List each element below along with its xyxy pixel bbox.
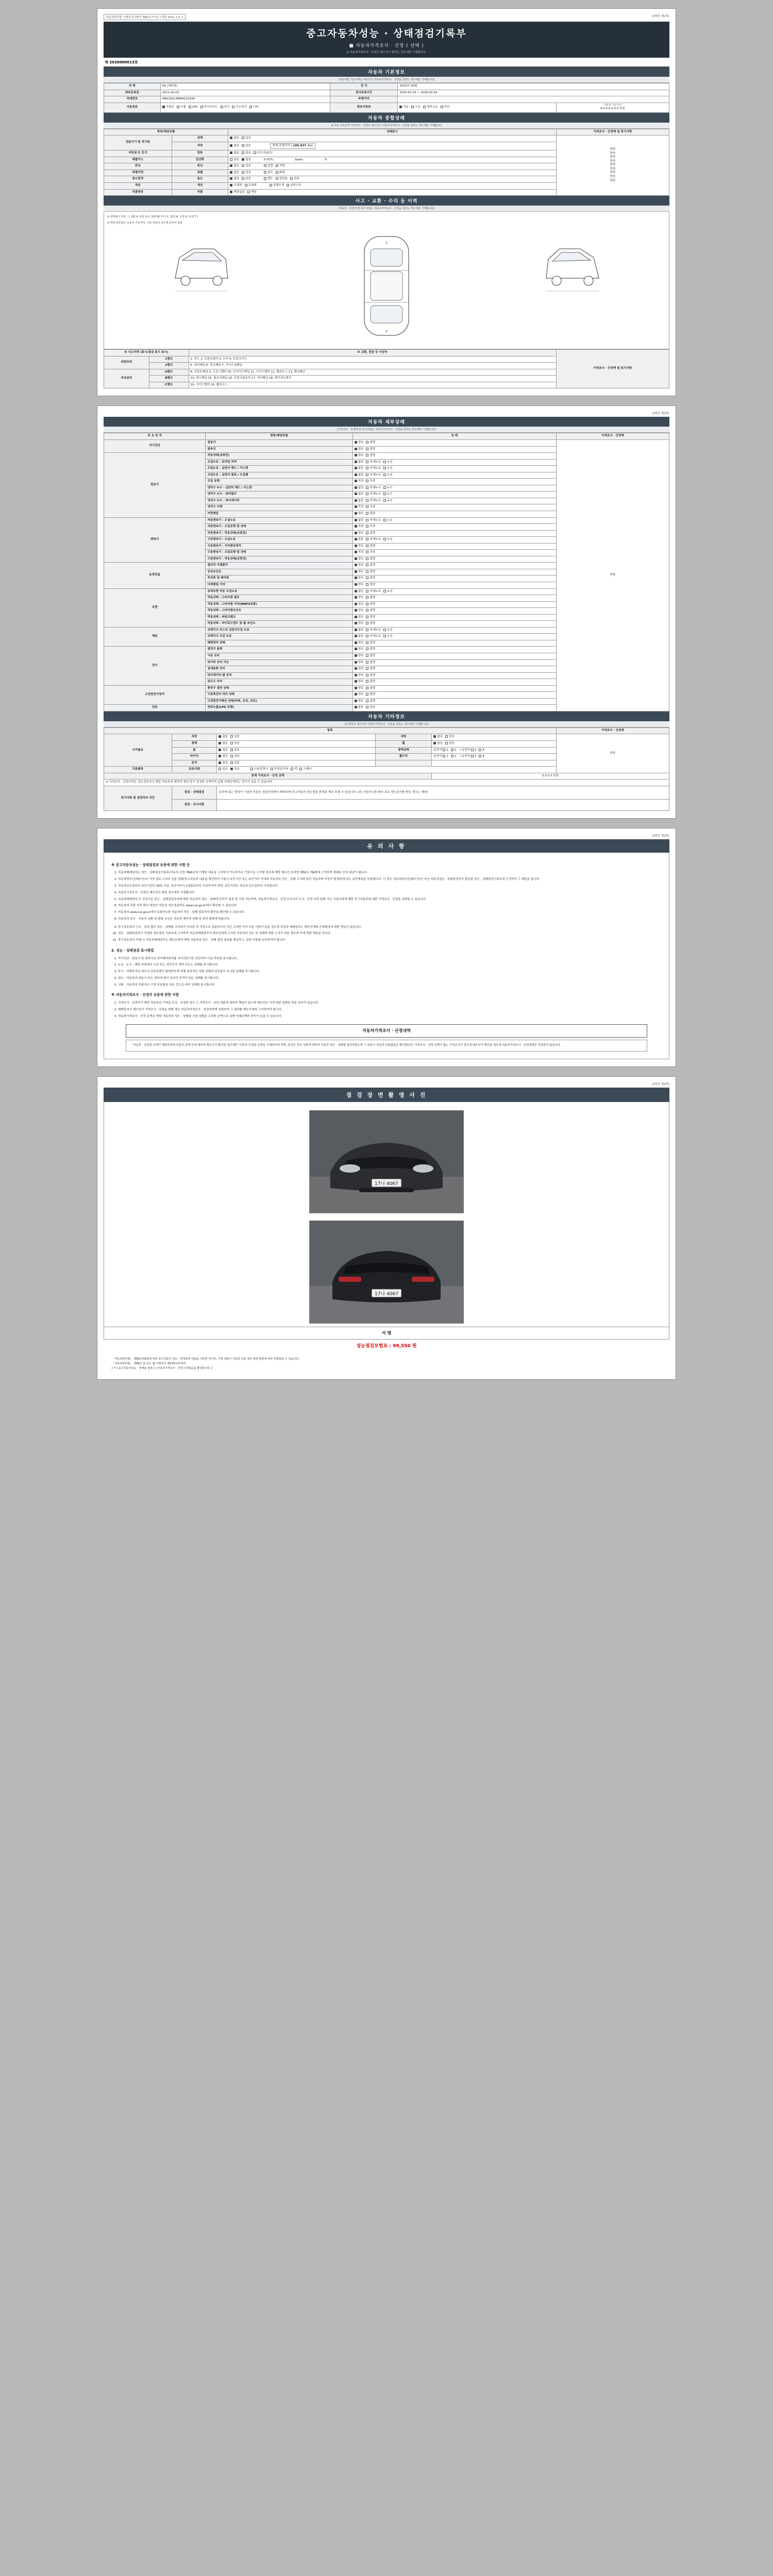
detail-item-state[interactable]: 양호 불량 [352,543,556,550]
table-row [104,83,669,90]
detail-section-header: 자동차 세부상태 [104,417,669,427]
overall-price-col: 만원 만원 만원 만원 만원 만원 만원 만원 만원 [556,135,669,196]
page-3 [97,828,676,1067]
detail-item-state[interactable]: 없음 미세누수 누수 [352,485,556,492]
detail-item-label: 브레이크 오일 누유 [206,634,352,640]
detail-item-label: 동력조향 작동 오일누유 [206,588,352,595]
basic-label-regdate: 최초등록일 [104,90,161,96]
overall-state-table [104,129,669,196]
accident-cross-label: ※ 사고이력 (표시/점검 표시 표시) [104,350,189,357]
page-2 [97,405,676,818]
declaration-body: 「자동차 · 산정한 금액이 해당부위에 부분의 금액 등에 대하여 매수인이 확인한 경우에만 기재 및 산정한 금액을 기재하여야 하며, 본인은 상기 사항에 대하여 자동차 성능 · 상태를 점검하였으며 그 내용이 사실과 다름없음을 확인합니다. 가격조사 · 산정 금액이 없는 가격조사의 경우에 매수인이 확인한 경우에 자동차가격조사 · 산정내역은 작성하지 않습니다. [126,1040,647,1052]
table-header-row [104,727,669,734]
other-group-basic: 기본품목 [104,767,172,773]
detail-group-4: 조향 [104,588,206,627]
detail-col-item: 항목/해당부품 [206,433,352,440]
other-state-wheel[interactable]: 없음 있음 [432,741,556,748]
detail-item-label: 작동상태 - 스티어링 펌프 [206,595,352,602]
page-index: (3쪽중 제1쪽) [651,15,669,18]
notice-list-item: 1. 자동차매매업자는 성능 · 상태점검기록부(자동차 산정 제68조에 기재한 내용을 고지하지 아니하거나 거짓으로 고지할 경우에 해당 매수인 관리법 제58조 제4항에 근거하여 과태료 등의 대상이 됩니다. [118,871,662,876]
other-label-wheel-repair: 휠수리 [375,754,432,760]
other-state-blank [432,760,556,767]
page-4 [97,1076,676,1380]
other-state-holding[interactable]: 없음 있음 사용설명서 안전삼각대 잭 스패너 [217,767,556,773]
detail-item-label: 실내송풍 모터 [206,666,352,673]
detail-group-7: 고전원전기장치 [104,685,206,705]
detail-group-0: 자기진단 [104,439,206,452]
other-info-table [104,727,669,811]
photo-section-body [104,1102,669,1327]
notice-list-item: 6. 자동차의 리콜 여부 확인 대상인 자동차 성능점검자로 www.car.go.kr에서 확인할 수 있습니다. [118,904,662,909]
notice-list-item: 2. 누유 · 누수 : 해당 부위에서 오일 또는 냉각수가 새어 나오는 상태를 표시합니다. [118,963,662,968]
other-label-glass: 유리 [172,760,217,767]
other-state-room[interactable]: 없음 있음 [217,747,375,754]
accident-parts-2: 8. 프론트패널 9. 크로스멤버 10. 인사이드패널 11. 사이드멤버 12. 휠하우스 13. 필러패널 [189,369,556,376]
overall-state-7[interactable]: 무채색 유채색 전체도색 1면도색 [228,183,556,190]
basic-label-fuel: 사용연료 [104,103,161,112]
detail-item-label: 냉각수 수량 [206,504,352,511]
table-row [104,103,669,112]
detail-item-label: 냉각수 누수 - 실린더 헤드 / 가스켓 [206,485,352,492]
detail-col-major: 주 요 장 치 [104,433,206,440]
overall-sub-0: 상태 [172,135,228,142]
detail-item-label: 작동상태 - 스티어링조인트 [206,608,352,615]
overall-sub-6: 용도 [172,176,228,183]
overall-section-note: ※ 주요 주요골격 가격조사 · 산정은 매수인이 자동차가격조사 · 산정을 원하는 경우에만 기재합니다 [104,123,669,129]
detail-item-label: 수동변속기 - 오일유량 및 상태 [206,550,352,556]
notice-heading-2: 2. 성능 · 상태점검 표시방법 [111,948,154,953]
accident-section-note: (자동차 · 산정액 및 특기사항은 자동차가격조사 · 산정을 원하는 경우에만 기재합니다) [104,206,669,212]
other-state-polish[interactable]: 없음 있음 [217,741,375,748]
table-row [104,799,669,810]
notice-list-item: 3. 자동차인도일부터 보증기간이 30일 이상, 보증거리가 2천킬로미터 이상이어야 하며, 보증기간은 자동차 인도일부터 기산합니다. [118,884,662,889]
basic-transmission-options[interactable]: 자동 수동 세미오토 무단 [398,103,556,112]
detail-item-state[interactable]: 양호 불량 [352,653,556,660]
table-header-row [104,433,669,440]
detail-item-label: 구동축전지 격리 상태 [206,692,352,699]
document-number: 제 2026000013호 [104,58,669,67]
detail-item-label: 수동변속기 - 오일누유 [206,537,352,544]
detail-item-state[interactable]: 없음 미세누유 누유 [352,472,556,479]
detail-item-label: 커먼레일 [206,511,352,517]
detail-item-label: 충전구 절연 상태 [206,685,352,692]
notice-title: 유 의 사 항 [104,839,669,853]
table-row [104,90,669,96]
footer-line-1: 「자동차관리법」 제58조제1항에 따라 중고자동차 성능 · 상태점검 내용을 기록한 것이며, 기재 내용이 사실과 다를 경우 관련 법령에 따라 처벌받을 수 있습니다. [112,1358,299,1361]
detail-item-label: 수동변속기 - 기어변속장치 [206,543,352,550]
accident-price-label: 가격조사 · 산정액 및 특기사항 [556,350,669,388]
detail-item-state[interactable]: 양호 불량 [352,530,556,537]
detail-item-label: 냉각수 누수 - 라디에이터 [206,498,352,504]
accident-notice-label: ※ 교환, 판금 등 이상부 [189,350,556,357]
detail-item-label: 라디에이터 팬 모터 [206,672,352,679]
detail-item-state[interactable]: 적정 부족 [352,550,556,556]
accident-rank-1: 2랭크 [149,363,189,369]
rear-plate-text: 17나 4067 [375,1292,398,1297]
overall-state-8[interactable]: 해당없음 해당 [228,189,556,196]
overall-sub-7: 색상 [172,183,228,190]
basic-label-carname: 차 명 [104,83,161,90]
detail-group-3: 동력전달 [104,563,206,588]
notice-list-item: 3. 부식 : 차량부식의 정도가 금속표면이 화학반응에 의해 점차적인 산화 상태의 일부분이 부식된 상태를 표시합니다. [118,970,662,975]
accident-group-1: 주요골격 [104,369,149,388]
overall-col-state: 상태표시 [228,129,556,135]
other-state-wheel-repair[interactable]: 운전석 1 2 / 동반석 3 4 [432,754,556,760]
detail-item-state[interactable]: 양호 불량 [352,640,556,647]
table-header-row [104,129,669,135]
detail-group-8: 연료 [104,705,206,711]
notice-list-item: 4. 자동차가격조사 · 산정은 매수인이 원한 경우에만 기재합니다. [118,891,662,896]
other-section-header: 자동차 기타정보 [104,711,669,721]
detail-item-label: 수동변속기 - 작동상태(공회전) [206,556,352,563]
detail-item-label: 작동상태 - 파워크랭크 [206,614,352,621]
accident-parts-0: 1. 후드 2. 프론트펜더 3. 도어 4. 트렁크리드 [189,356,556,363]
car-diagram-left-side [170,229,232,307]
detail-col-state: 상 태 [352,433,556,440]
detail-item-state[interactable]: 양호 불량 [352,672,556,679]
basic-label-transmission: 변속기종류 [330,103,398,112]
other-opinion-label: 특기사항 및 점검자의 의견 [104,786,172,810]
detail-item-state[interactable]: 없음 있음 [352,705,556,711]
basic-info-table [104,83,669,113]
other-opinion-sign-area[interactable] [217,799,669,810]
notice-heading-3: ※ 자동차가격조사 · 산정자 보증에 관한 사항 [111,993,179,997]
other-state-glass[interactable]: 없음 있음 [217,760,375,767]
photo-rear [309,1221,464,1324]
basic-label-inspection: 검사유효기간 [330,90,398,96]
overall-item-6: 용도변경 [104,176,172,183]
accident-parts-4: 19. 사이드멤버 20. 휠하우스 [189,382,556,388]
notice-list-item: 5. 교환 : 자동차의 부품이나 구성 부분품을 다른 것으로 바꾼 상태를 표시합니다. [118,983,662,988]
inspection-fee: 성능점검보험료 : 99,550 원 [356,1344,417,1349]
detail-item-state[interactable]: 양호 불량 [352,563,556,569]
detail-item-state[interactable]: 없음 미세누유 누유 [352,627,556,634]
signature-row[interactable]: 서 명 [104,1327,669,1340]
detail-item-state[interactable]: 양호 불량 [352,685,556,692]
detail-item-state[interactable]: 양호 불량 [352,575,556,582]
photo-front [309,1110,464,1213]
overall-state-2[interactable]: 없음 있음 미고지(0건) [228,150,556,157]
form-code: 자동차관리법 시행규칙 [별지 제82호서식] <개정 2021.1.5.> [104,14,186,20]
declaration-title: 자동차가격조사 · 산정내역 [126,1024,647,1038]
other-col-price: 가격조사 · 산정액 [556,727,669,734]
detail-item-state[interactable]: 양호 불량 [352,608,556,615]
basic-value-regdate: 2021-02-03 [160,90,330,96]
detail-item-label: 등속조인트 [206,569,352,575]
basic-label-mileage: 주행거리 [330,96,398,103]
detail-item-state[interactable]: 양호 불량 [352,511,556,517]
basic-standard-price: 자동차 기준가격 0 0 0 0 0 0 0 만원 [556,103,669,112]
accident-rank-3: B랭크 [149,376,189,382]
notice-list-3 [111,957,662,988]
detail-item-label: 클러치 어셈블리 [206,563,352,569]
detail-item-state[interactable]: 없음 미세누유 누유 [352,459,556,466]
overall-item-5: 특별이력 [104,170,172,176]
overall-state-3[interactable]: 있음 없음 0.02%, 1ppm, % [228,157,556,163]
detail-item-state[interactable]: 적정 부족 [352,479,556,485]
detail-item-label: 추진축 및 베어링 [206,575,352,582]
accident-section-header: 사고 · 교환 · 수리 등 이력 [104,196,669,206]
front-plate-text: 17나 4067 [375,1181,398,1187]
notice-list-4 [111,1001,662,1019]
notice-heading-1: ※ 중고자동차성능 · 상태점검과 보증에 관한 사항 등 [111,862,190,867]
basic-value-carname: K5 (세퍼샴) [160,83,330,90]
table-row [104,135,669,142]
overall-sub-4: 튜닝 [172,163,228,170]
notice-list-item: 10. 성능 · 상태점검자가 작성한 성능점검 기록부에 근거하여 자동차매매업자가 매수인에게 고지한 자동차의 성능 및 상태에 대한 고지가 다른 경우에 이에 대한 책임을 집니다. [118,931,662,937]
detail-item-label: 변속기 [206,446,352,453]
car-diagrams [107,227,666,346]
detail-item-label: 배력장치 상태 [206,640,352,647]
other-section-note: (※ 항목은 매수인이 자동차가격조사 · 산정을 원하는 경우에만 기재합니다) [104,721,669,727]
detail-item-label: 오일누유 - 실린더 헤드 / 가스켓 [206,466,352,472]
overall-sub-5: 특별 [172,170,228,176]
basic-label-year: 연 식 [330,83,398,90]
detail-price-value: 만원 [556,439,669,711]
detail-item-label: 발전기 출력 [206,647,352,653]
detail-item-state[interactable]: 양호 불량 [352,446,556,453]
notice-list-1 [111,871,662,922]
footer-note [104,1353,669,1372]
other-label-room: 룸 [172,747,217,754]
svg-text:1: 1 [385,241,388,245]
detail-item-state[interactable]: 없음 미세누수 누수 [352,492,556,498]
other-opinion-sign-label: 점검 · 조사사항 [172,799,217,810]
document-title-block [104,22,669,58]
other-label-wheel: 휠 [375,741,432,748]
detail-item-state[interactable]: 양호 불량 [352,679,556,686]
detail-item-label: 오일누유 - 로커암 커버 [206,459,352,466]
detail-item-label: 작동상태 - 스티어링 기어(MDPS포함) [206,601,352,608]
detail-item-state[interactable]: 없음 미세누유 누유 [352,537,556,544]
overall-sub-8: 리콜 [172,189,228,196]
detail-item-label: 자동변속기 - 오일누유 [206,517,352,524]
other-state-interior[interactable]: 없음 있음 [432,734,556,741]
other-total-label: 총계 가격조사 · 산정 금액 [104,773,432,779]
detail-item-label: 원동기 [206,439,352,446]
basic-value-vin: KNA33413BMA115439 [160,96,330,103]
detail-item-label: 오일 유량 [206,479,352,485]
detail-group-2: 변속기 [104,517,206,563]
accident-parts-3: 14. 대시패널 15. 플로어패널 16. 트렁크플로어 17. 리어패널 18. 패키지트레이 [189,376,556,382]
overall-col-item: 항목/해당부품 [104,129,228,135]
detail-group-5: 제동 [104,627,206,647]
table-row [104,779,669,786]
detail-state-table [104,433,669,711]
svg-text:4: 4 [385,330,388,334]
detail-item-state[interactable]: 양호 불량 [352,647,556,653]
accident-legend-1: ※ 상태표시 부호 : ( 교환 X, 판금 또는 용접 W, 부식 C, 흠집 A, 요철 U, 손상 T ) [107,215,198,219]
other-label-exterior: 외장 [172,734,217,741]
overall-item-0: 전용기기 및 적기록 [104,135,172,150]
other-label-holding: 보유사항 [172,767,217,773]
basic-fuel-options[interactable]: 가솔린 디젤 LPG 하이브리드 전기 수소전기 기타 [160,103,330,112]
notice-list-item: 5. 자동차매매업자 등 건강기준 있는 · 상태점검자에게 해당 자동차의 성능 · 상태에 관하여 점검 및 기록 가능하며, 자동차가격조사 · 산정 조사자가 조사 · 산정 이후 판매 가능 사업자에게 해당 중고자동차에 대한 가격조사 · 산정을 의뢰할 수 있습니다. [118,897,662,903]
detail-table-body [104,439,669,711]
accident-rank-0: 1랭크 [149,356,189,363]
notice-list-item: 4. 침수 : 자동차의 원동기 또는 내부에 물이 들어간 흔적이 있는 상태를 표시합니다. [118,976,662,981]
overall-item-3: 배출가스 [104,157,172,163]
notice-list-item: 1. 가격조사 · 산정자가 해당 자동차의 가격을 조사 · 산정한 경우 그 가격조사 · 산정 내용에 대하여 책임이 있으며 매수인은 이에 대한 설명을 받을 권리가 있습니다. [118,1001,662,1006]
other-label-blank [375,760,432,767]
other-label-polish: 광택 [172,741,217,748]
detail-item-label: 브레이크 마스터 실린더오일 누유 [206,627,352,634]
overall-state-6[interactable]: 없음 있음 렌트 영업용 관용 [228,176,556,183]
basic-section-header: 자동차 기본정보 [104,67,669,77]
detail-item-label: 오일누유 - 실린더 블록 / 오일팬 [206,472,352,479]
page3-index: (3쪽중 제3쪽) [651,834,669,838]
detail-item-state[interactable]: 양호 불량 [352,453,556,460]
overall-state-1[interactable]: 없음 있음 현재 주행거리 ( 105,927 )Km [228,142,556,150]
table-row [104,439,669,446]
table-row [104,773,669,779]
detail-item-state[interactable]: 양호 불량 [352,614,556,621]
overall-sub-1: 저당 [172,142,228,150]
basic-section-note: (자동차법 기준가격은 매수인이 자동차가격조사 · 산정을 원하는 경우에만 기재합니다) [104,77,669,83]
detail-item-label: 작동상태(공회전) [206,453,352,460]
accident-group-0: 외판부위 [104,356,149,369]
detail-item-label: 작동상태 - 타이로드엔드 및 볼 조인트 [206,621,352,628]
other-label-interior: 내장 [375,734,432,741]
other-label-polish-state: 광택상태 [375,747,432,754]
detail-item-label: 냉각수 누수 - 워터펌프 [206,492,352,498]
other-total-note: ※ 가격조사 · 산정가격은 성능점검자가 해당 자동차에 대하여 점검 당시 감정한 금액이며 실제 거래금액과는 차이가 있을 수 있습니다. [104,779,669,786]
notice-list-item: 7. 자동차의 www.car.go.kr에서 조회가능한 자동차의 성능 · 상태 점검자의 확인을 확인할 수 있습니다. [118,910,662,916]
detail-item-state[interactable]: 양호 불량 [352,692,556,699]
notice-list-item: 1. 자기진단 : 원동기 및 변속기의 전자제어장치를 자기진단기로 진단하여 이상 여부를 표시합니다. [118,957,662,962]
detail-item-state[interactable]: 없음 미세누유 누유 [352,588,556,595]
car-diagram-top-view [348,229,425,343]
page2-header-line [104,411,669,415]
notice-list-item: 3. 자동차가격조사 · 산정 금액은 해당 자동차의 성능 · 상태와 시장 상황을 고려한 금액으로 실제 거래금액과 차이가 있을 수 있습니다. [118,1014,662,1020]
document-subnote: ※ 자동차가격조사 · 산정은 매수인이 원하는 경우에만 기재합니다. [346,51,427,54]
detail-item-state[interactable]: 양호 불량 [352,666,556,673]
other-state-tire[interactable]: 없음 있음 [217,754,375,760]
detail-item-state[interactable]: 적정 부족 [352,504,556,511]
table-row [104,350,669,357]
detail-item-label: 와이퍼 모터 기능 [206,659,352,666]
accident-diagram-area [104,212,669,349]
overall-state-5[interactable]: 없음 있음 침수 화재 [228,170,556,176]
photo-section-title: 점 검 장 면 촬 영 사 진 [104,1088,669,1102]
detail-item-label: 윈도우 모터 [206,679,352,686]
detail-item-state[interactable]: 양호 불량 [352,659,556,666]
overall-col-price: 가격조사 · 산정액 및 특기사항 [556,129,669,135]
notice-list-2 [111,925,662,943]
overall-sub-2: 압류 [172,150,228,157]
document-subtitle: ■ 자동차가격조사 · 산정 ( 선택 ) [349,43,424,48]
document-title: 중고자동차성능 · 상태점검기록부 [306,28,467,39]
other-state-polish-state[interactable]: 운전석 1 2 / 동반석 3 4 [432,747,556,754]
other-state-exterior[interactable]: 없음 있음 [217,734,375,741]
overall-section-header: 자동차 종합상태 [104,113,669,123]
detail-item-state[interactable]: 양호 불량 [352,595,556,602]
other-opinion-text: 보증에 있는 항목이 기술한 부분은 점검사항에서 제외되며 중고자동차 성능점검 판정표 제공 포함 수 있습니다. (단, 다음의 (중)에서 보유 성능검사를 받은 경우는 제외) [217,786,669,799]
basic-label-vin: 차대번호 [104,96,161,103]
detail-item-label: 시동 모터 [206,653,352,660]
detail-item-state[interactable]: 양호 불량 [352,439,556,446]
notice-list-item: 8. 자동차의 보증 · 자동차 교환 및 환불 조건은 자동차 제작자 상태 및 관련 법령에 따릅니다. [118,917,662,922]
detail-group-1: 원동기 [104,453,206,517]
basic-value-inspection: 2025-02-25 ~ 2026-02-02 [398,90,669,96]
detail-item-label: 연료누출(LPG 포함) [206,705,352,711]
detail-group-6: 전기 [104,647,206,685]
other-group-repair: 수리필요 [104,734,172,767]
basic-value-year: 2015년 09월 [398,83,669,90]
overall-sub-3: 일산화 [172,157,228,163]
page4-header-line [104,1082,669,1086]
basic-value-mileage [398,96,669,103]
detail-item-label: 자동변속기 - 작동상태(공회전) [206,530,352,537]
other-total-value: 0 0 0 0 만원 [432,773,669,779]
detail-item-state[interactable]: 양호 불량 [352,601,556,608]
page3-header-line [104,834,669,838]
accident-detail-table [104,349,669,388]
other-opinion-left: 점검 · 상태점검 [172,786,217,799]
detail-item-state[interactable]: 적정 부족 [352,524,556,531]
overall-item-4: 튜닝 [104,163,172,170]
overall-item-8: 리콜대상 [104,189,172,196]
accident-rank-4: C랭크 [149,382,189,388]
footer-line-2: 「자동차관리법」 제58조 및 같은 법 시행규칙 제120조에 따라 [112,1362,186,1366]
detail-item-state[interactable]: 없음 미세누수 누수 [352,498,556,504]
table-row [104,96,669,103]
overall-item-2: 저당권 등 등기 [104,150,172,157]
accident-rank-2: A랭크 [149,369,189,376]
detail-item-state[interactable]: 양호 불량 [352,582,556,588]
footer-line-3: [ Y ] 중고자동차성능 · 상태를 점검 [ ] 자동차가격조사 · 산정 [ 하였음을 확인합니다. ] [112,1367,213,1370]
page4-index: (3쪽중 제3쪽) [651,1083,669,1087]
other-price-value: 만원 [556,734,669,773]
accident-parts-1: 5. 쿼터패널 6. 루프패널 7. 사이드실패널 [189,363,556,369]
overall-state-4[interactable]: 없음 있음 불법 적법 [228,163,556,170]
detail-item-label: 고전원전기배선 상태(피복, 손상, 보호) [206,698,352,705]
accident-legend-2: ※ 학력 담부분은 승용차 기준이며, 기타 차종의 경우에 준하여 점검 [107,222,182,225]
detail-item-state[interactable]: 양호 불량 [352,698,556,705]
detail-item-state[interactable]: 양호 불량 [352,556,556,563]
detail-col-price: 가격조사 · 산정액 [556,433,669,440]
detail-item-label: 자동변속기 - 오일유량 및 상태 [206,524,352,531]
notice-list-item: 9. 중고자동차의 구조 · 장치 별로 성능 · 상태를 고지하지 아니한 자 거짓으로 감춘하거나 자신 고지한 자가 다른 사항이 있을 경우에 자동차 매매업자는 매수인에게 손해배상에 대한 책임이 있습니다. [118,925,662,930]
notice-list-item: 2. 자동차양수인(매도인)이 거짓 정보 고지의 신분 상황(중고자동차 내용을 확인하여 이용이 보증기간 또는 보증거리 이내에 자동차의 성능 · 상태 고지와 달리 자동차에 이상이 발생하게 되는 보증책임을 부담합니다. 이 경우 자동차양수인(매도인)이 아닌 자동차성능 · 상태점검자가 발급한 성능 · 상태점검기록부에 근거하여 그 책임을 집니다. [118,877,662,883]
detail-item-state[interactable]: 없음 미세누유 누유 [352,634,556,640]
notice-list-item: 11. 중고자동차의 거래 시 자동차매매업자는 매수인에게 해당 자동차의 성능 · 상태 점검 정보를 제공하고, 관련 서류를 교부하여야 합니다. [118,938,662,943]
detail-section-note: (가격조사 · 산정액 및 특기사항은 자동차가격조사 · 산정을 원하는 경우에만 기재합니다) [104,427,669,433]
page-header-line [104,14,669,20]
detail-item-state[interactable]: 없음 미세누유 누유 [352,517,556,524]
notice-list-item: 2. 매매업자가 매수인이 가격조사 · 산정을 원할 경우 자동차가격조사 · 산정자에게 의뢰하여 그 결과를 매수인에게 고지하여야 합니다. [118,1008,662,1013]
other-col-item: 항목 [104,727,557,734]
other-label-tire: 타이어 [172,754,217,760]
notice-body [104,853,669,1060]
detail-item-label: 디퍼렌셜 기어 [206,582,352,588]
detail-item-state[interactable]: 양호 불량 [352,569,556,575]
car-diagram-right-side [541,229,603,307]
overall-state-0[interactable]: 없음 있음 [228,135,556,142]
detail-item-state[interactable]: 양호 불량 [352,621,556,628]
page-1 [97,8,676,396]
overall-item-7: 색상 [104,183,172,190]
page2-index: (3쪽중 제2쪽) [651,412,669,416]
table-row [104,786,669,799]
table-row [104,734,669,741]
detail-item-state[interactable]: 없음 미세누유 누유 [352,466,556,472]
